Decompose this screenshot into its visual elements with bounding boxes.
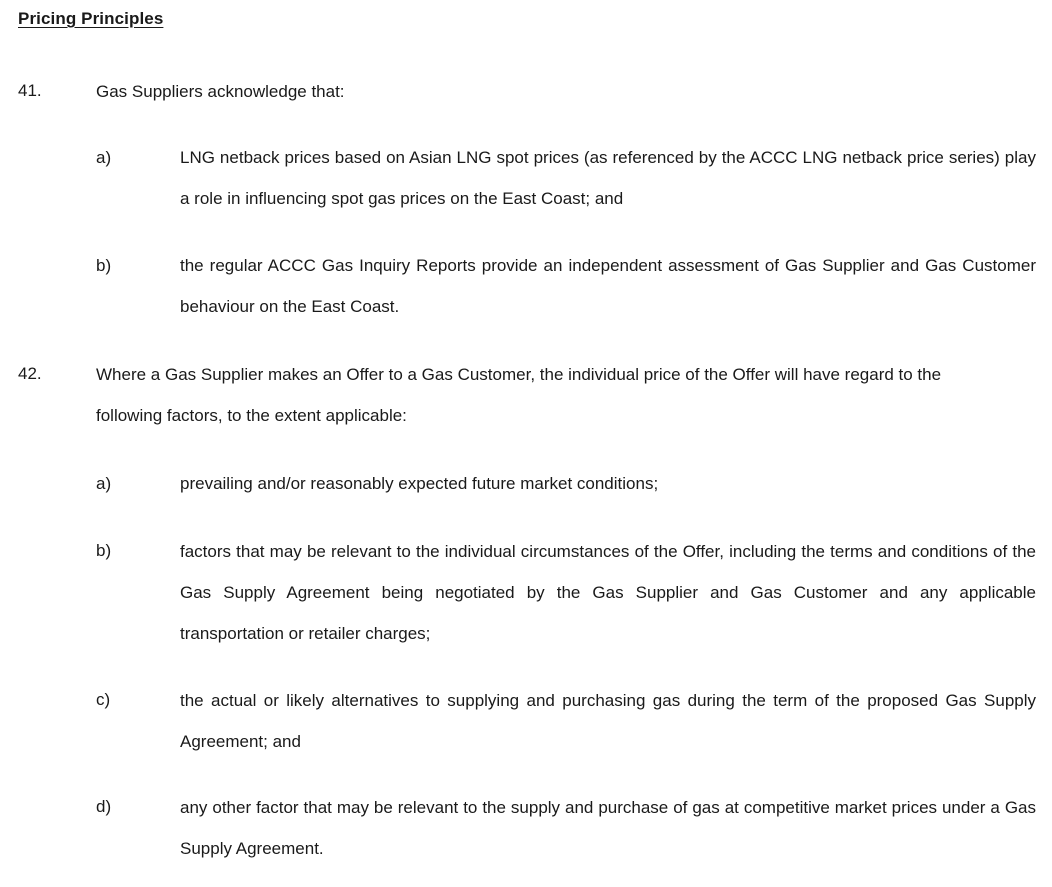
clause-42-item-text-d: any other factor that may be relevant to the supply and purchase of gas at competitive market prices under a Gas Supply Agreement. <box>180 798 1036 858</box>
clause-42-item-text-c: the actual or likely alternatives to supplying and purchasing gas during the term of the proposed Gas Supply Agreement; and <box>180 691 1036 751</box>
clause-42-item-marker-d: d) <box>96 797 112 816</box>
clause-42-item-text-a: prevailing and/or reasonably expected future market conditions; <box>180 474 659 493</box>
clause-42-item-text-b: factors that may be relevant to the individual circumstances of the Offer, including the terms and conditions of the Gas Supply Agreement being negotiated by the Gas Supplier and Gas Customer and any applicable transportation or retailer charges; <box>180 542 1036 643</box>
clause-41-item-marker-b: b) <box>96 256 112 275</box>
clause-text-42: Where a Gas Supplier makes an Offer to a Gas Customer, the individual price of the Offer will have regard to the following factors, to the extent applicable: <box>96 365 942 425</box>
clause-42-item-marker-b: b) <box>96 541 112 560</box>
clause-text-41: Gas Suppliers acknowledge that: <box>96 82 345 101</box>
clause-41-item-text-b: the regular ACCC Gas Inquiry Reports provide an independent assessment of Gas Supplier and Gas Customer behaviour on the East Coast. <box>180 256 1036 316</box>
clause-42-item-marker-a: a) <box>96 474 112 493</box>
clause-42-item-marker-c: c) <box>96 690 111 709</box>
clause-41-item-text-a: LNG netback prices based on Asian LNG spot prices (as referenced by the ACCC LNG netback price series) play a role in influencing spot gas prices on the East Coast; and <box>180 148 1036 208</box>
section-heading: Pricing Principles <box>18 9 164 28</box>
clause-41-item-marker-a: a) <box>96 148 112 167</box>
clause-number-41: 41. <box>18 81 42 100</box>
clause-number-42: 42. <box>18 364 42 383</box>
